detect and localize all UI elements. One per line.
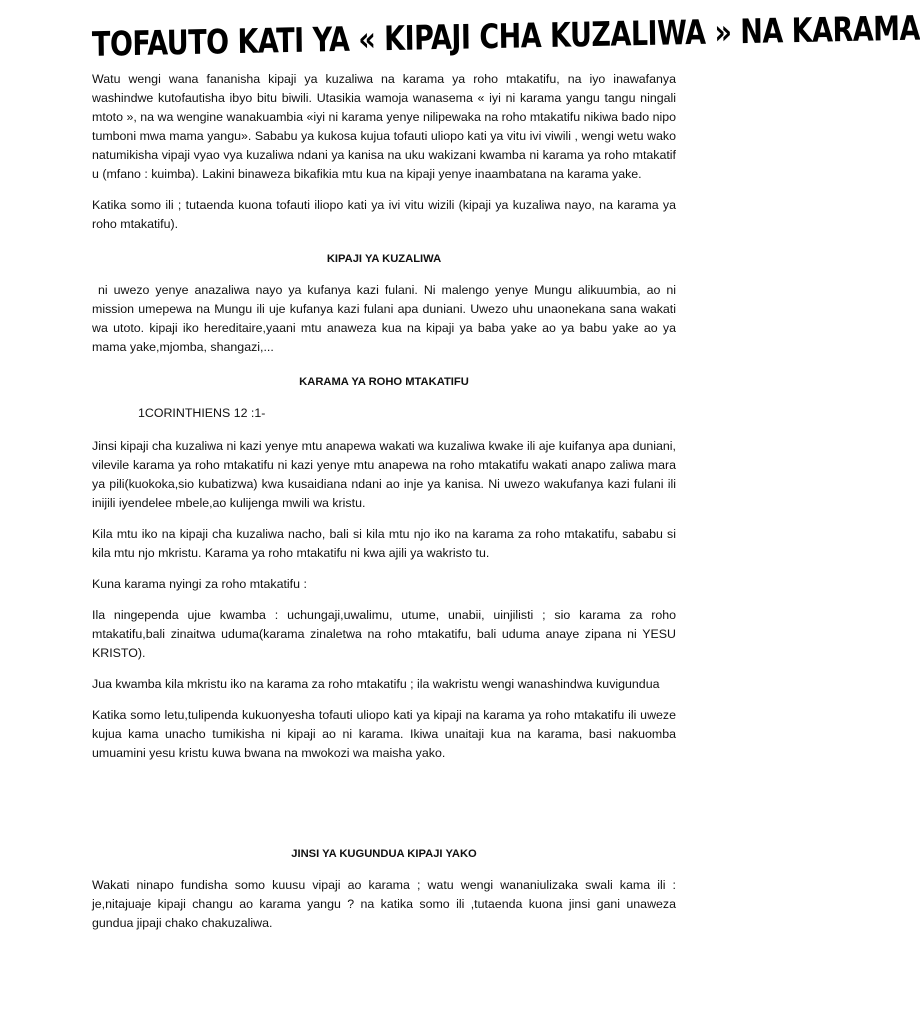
jinsi-paragraph-1: Wakati ninapo fundisha somo kuusu vipaji ao karama ; watu wengi wananiulizaka swali kama ili : je,nitajuaje kipaji changu ao karama yangu ? na katika somo ili ,tutaenda kuona jinsi gani unaweza gundua jipaji chako chakuzaliwa. bbox=[92, 878, 676, 930]
karama-paragraph-4: Ila ningependa ujue kwamba : uchungaji,uwalimu, utume, unabii, uinjilisti ; sio karama za roho mtakatifu,bali zinaitwa uduma(karama zinaletwa na roho mtakatifu, bali uduma anaye zipana ni YESU KRISTO). bbox=[92, 608, 676, 660]
section-heading-jinsi: JINSI YA KUGUNDUA KIPAJI YAKO bbox=[291, 848, 477, 860]
intro-paragraph-1: Watu wengi wana fananisha kipaji ya kuzaliwa na karama ya roho mtakatifu, na iyo inawafanya washindwe kutofautisha ibyo bitu biwili. Utasikia wamoja wanasema « iyi ni karama yangu tangu ningali mtoto », na wa wengine wanakuambia «iyi ni karama yenye nilipewaka na roho mtakatifu nikiwa bado nipo tumboni mwa mama yangu». Sababu ya kukosa kujua tofauti uliopo kati ya vitu ivi viwili , wengi wetu wako natumikisha vipaji vyao vya kuzaliwa ndani ya kanisa na uku wakizani kwamba ni karama ya roho mtakatif u (mfano : kuimba). Lakini binaweza bikafikia mtu kua na kipaji yenye inaambatana na karama yake. bbox=[92, 72, 676, 181]
karama-paragraph-2: Kila mtu iko na kipaji cha kuzaliwa nacho, bali si kila mtu njo iko na karama za roho mtakatifu, sababu si kila mtu njo mkristu. Karama ya roho mtakatifu ni kwa ajili ya wakristo tu. bbox=[92, 527, 676, 560]
karama-paragraph-6: Katika somo letu,tulipenda kukuonyesha tofauti uliopo kati ya kipaji na karama ya roho mtakatifu ili uweze kujua kama unacho tumikisha ni kipaji ao ni karama. Ikiwa unaitaji kua na karama, basi nakuomba umuamini yesu kristu kuwa bwana na mwokozi wa maisha yako. bbox=[92, 708, 676, 760]
section-heading-kipaji: KIPAJI YA KUZALIWA bbox=[326, 253, 442, 265]
intro-paragraph-2: Katika somo ili ; tutaenda kuona tofauti iliopo kati ya ivi vitu wizili (kipaji ya kuzaliwa nayo, na karama ya roho mtakatifu). bbox=[92, 198, 676, 231]
section-heading-karama: KARAMA YA ROHO MTAKATIFU bbox=[299, 376, 469, 388]
blank-space bbox=[92, 775, 676, 829]
document-title: TOFAUTO KATI YA « KIPAJI CHA KUZALIWA » NA KARAMA bbox=[91, 9, 920, 65]
karama-paragraph-1: Jinsi kipaji cha kuzaliwa ni kazi yenye mtu anapewa wakati wa kuzaliwa kwake ili aje kuifanya apa duniani, vilevile karama ya roho mtakatifu ni kazi yenye mtu anapewa na roho mtakatifu wakati anapo zaliwa mara ya pili(kuokoka,sio kubatizwa) kwa kusaidiana ndani ao inje ya kanisa. Ni uwezo wakufanya kazi fulani ili inijili iyendelee mbele,ao kulijenga mwili wa kristu. bbox=[92, 439, 676, 510]
karama-paragraph-3: Kuna karama nyingi za roho mtakatifu : bbox=[92, 577, 307, 591]
karama-paragraph-5: Jua kwamba kila mkristu iko na karama za roho mtakatifu ; ila wakristu wengi wanashindwa kuvigundua bbox=[92, 677, 660, 691]
kipaji-paragraph-1: ni uwezo yenye anazaliwa nayo ya kufanya kazi fulani. Ni malengo yenye Mungu alikuumbia, ao ni mission umepewa na Mungu ili uje kufanya kazi fulani apa duniani. Uwezo uhu unaonekana sana wakati wa utoto. kipaji iko hereditaire,yaani mtu anaweza kua na kipaji ya baba yake ao ya babu yake ao ya mama yake,mjomba, shangazi,... bbox=[92, 283, 680, 354]
bible-reference: 1CORINTHIENS 12 :1- bbox=[138, 406, 266, 420]
